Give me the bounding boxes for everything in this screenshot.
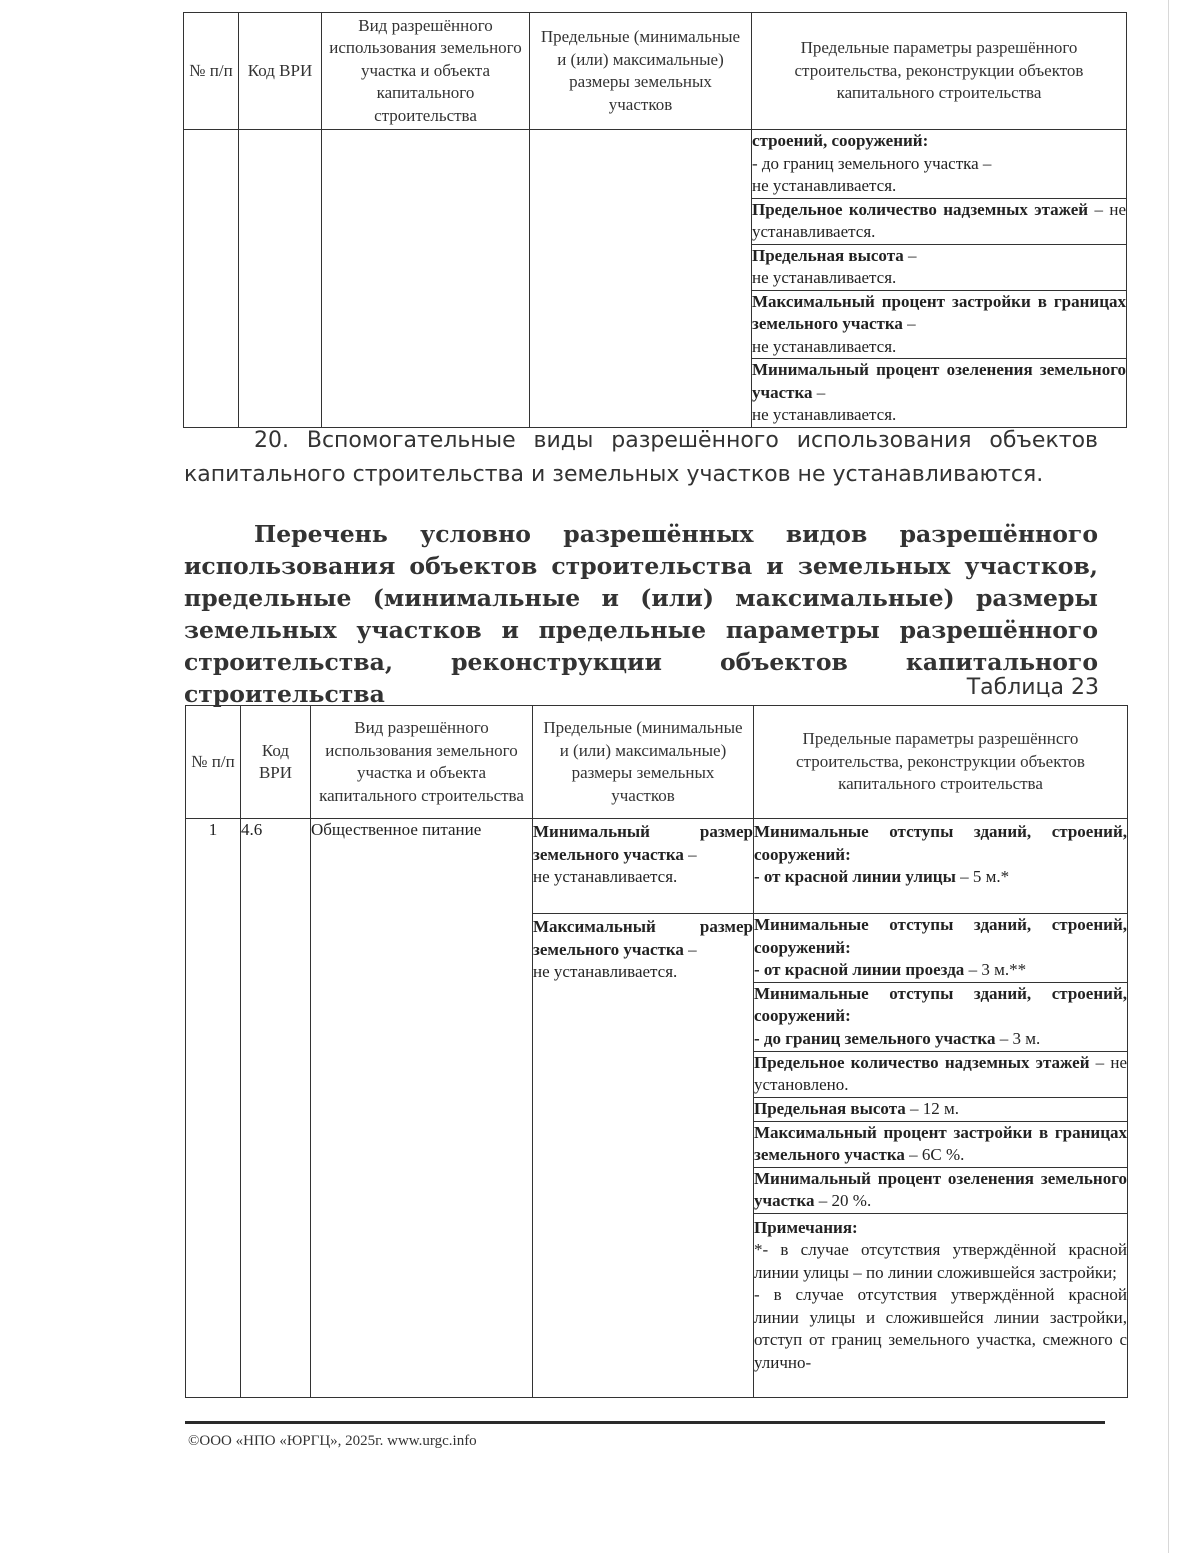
size-line: не устанавливается. [533,962,678,981]
param-cell-coverage [754,1121,1128,1167]
header-code: Код ВРИ [241,706,311,819]
header-params: Предельные параметры разрешённого строительства, реконструкции объектов капитального строительства [752,13,1127,130]
empty-cell [184,130,239,428]
param-bold: Предельная высота [752,245,904,265]
param-cell-floors [752,198,1127,244]
param-cell-setbacks [752,130,1127,199]
row-use: Общественное питание [311,819,533,1398]
param-bold: Максимальный процент застройки в границах земельного участка [752,291,1126,333]
param-bold: - до границ земельного участка [754,1028,996,1048]
param-cell-coverage [752,290,1127,359]
header-use: Вид разрешённого использования земельного участка и объекта капитального строительства [322,13,530,130]
param-bold: Минимальные отступы зданий, строений, сооружений: [754,822,1127,864]
header-size: Предельные (минимальные и (или) максимальные) размеры земельных участков [533,706,754,819]
param-cell-greening [754,1167,1128,1213]
param-line: не устанавливается. [752,268,897,287]
size-line: не устанавливается. [533,867,678,886]
section-heading: Перечень условно разрешённых видов разрешённого использования объектов строительства и земельных участков, предельные (минимальные и (или) максимальные) размеры земельных участков и предельные параметры разрешённого строительства, реконструкции объектов капитального строительства [184,520,1098,708]
param-bold: Минимальный процент озеленения земельного участка [752,360,1126,402]
param-value: – 3 м.** [964,960,1027,979]
param-cell-setback-road [754,914,1128,983]
row-code: 4.6 [241,819,311,1398]
table-label: Таблица 23 [966,675,1099,700]
notes-cell [754,1213,1128,1397]
size-value: – [683,844,697,864]
header-size: Предельные (минимальные и (или) максимальные) размеры земельных участков [530,13,752,130]
page-edge-line [1168,0,1169,1553]
param-cell-floors [754,1051,1128,1097]
table-23 [185,705,1128,1398]
header-use: Вид разрешённого использования земельного участка и объекта капитального строительства [311,706,533,819]
header-num: № п/п [186,706,241,819]
header-num: № п/п [184,13,239,130]
param-value: – не установлено. [754,1052,1127,1094]
param-bold: Максимальный процент застройки в границах земельного участка [754,1122,1127,1164]
param-bold: Минимальные отступы зданий, строений, сооружений: [754,983,1127,1025]
footer-rule [185,1421,1105,1424]
param-value: – 5 м.* [955,867,1010,886]
param-line: не устанавливается. [752,405,897,424]
param-line: не устанавливается. [752,176,897,195]
param-value: – 12 м. [905,1098,960,1118]
paragraph-20-text: 20. Вспомогательные виды разрешённого использования объектов капитального строительства и земельных участков не устанавливаются. [184,428,1098,487]
paragraph-20 [184,424,1098,492]
param-value: – 3 м. [995,1028,1041,1048]
param-line: не устанавливается. [752,336,897,356]
table-row [184,130,1127,199]
param-value: – 6С %. [904,1145,965,1164]
notes-line: *- в случае отсутствия утверждённой красной линии улицы – по линии сложившейся застройки; [754,1240,1127,1282]
row-num: 1 [186,819,241,1398]
param-value: – [903,245,917,265]
param-bold: Предельное количество надземных этажей [752,199,1089,219]
param-value: – [812,382,826,402]
header-params: Предельные параметры разрешённсго строительства, реконструкции объектов капитального строительства [754,706,1128,819]
param-bold: Минимальный процент озеленения земельного участка [754,1168,1127,1210]
size-value: – [683,939,697,959]
size-min-cell [533,819,754,914]
param-bold: Предельное количество надземных этажей [754,1052,1090,1072]
size-bold: Минимальный размер земельного участка [533,822,753,864]
param-bold: - от красной линии проезда [754,960,965,979]
empty-cell [530,130,752,428]
param-value: – 20 %. [814,1191,872,1210]
table-header-row [186,706,1128,819]
table-row [186,819,1128,914]
param-bold: Минимальные отступы зданий, строений, сооружений: [754,915,1127,957]
param-value: – не устанавливается. [752,199,1126,241]
param-line: - до границ земельного участка – [752,153,992,173]
param-bold: строений, сооружений: [752,131,929,150]
param-bold: - от красной линии улицы [754,867,956,886]
table-header-row [184,13,1127,130]
size-bold: Максимальный размер земельного участка [533,917,753,959]
size-max-cell [533,914,754,1398]
empty-cell [322,130,530,428]
param-value: – [902,314,916,333]
param-cell-greening [752,359,1127,428]
param-bold: Предельная высота [754,1098,906,1118]
footer-copyright: ©ООО «НПО «ЮРГЦ», 2025г. www.urgc.info [188,1433,477,1449]
param-cell-height [752,244,1127,290]
param-cell-setback-border [754,982,1128,1051]
notes-title: Примечания: [754,1217,858,1237]
param-cell-height [754,1097,1128,1121]
empty-cell [239,130,322,428]
continuation-table [183,12,1127,428]
param-cell-setback-street [754,819,1128,914]
notes-line: - в случае отсутствия утверждённой красной линии улицы и сложившейся линии застройки, отступ от границ земельного участка, смежного с улично- [754,1285,1127,1372]
header-code: Код ВРИ [239,13,322,130]
